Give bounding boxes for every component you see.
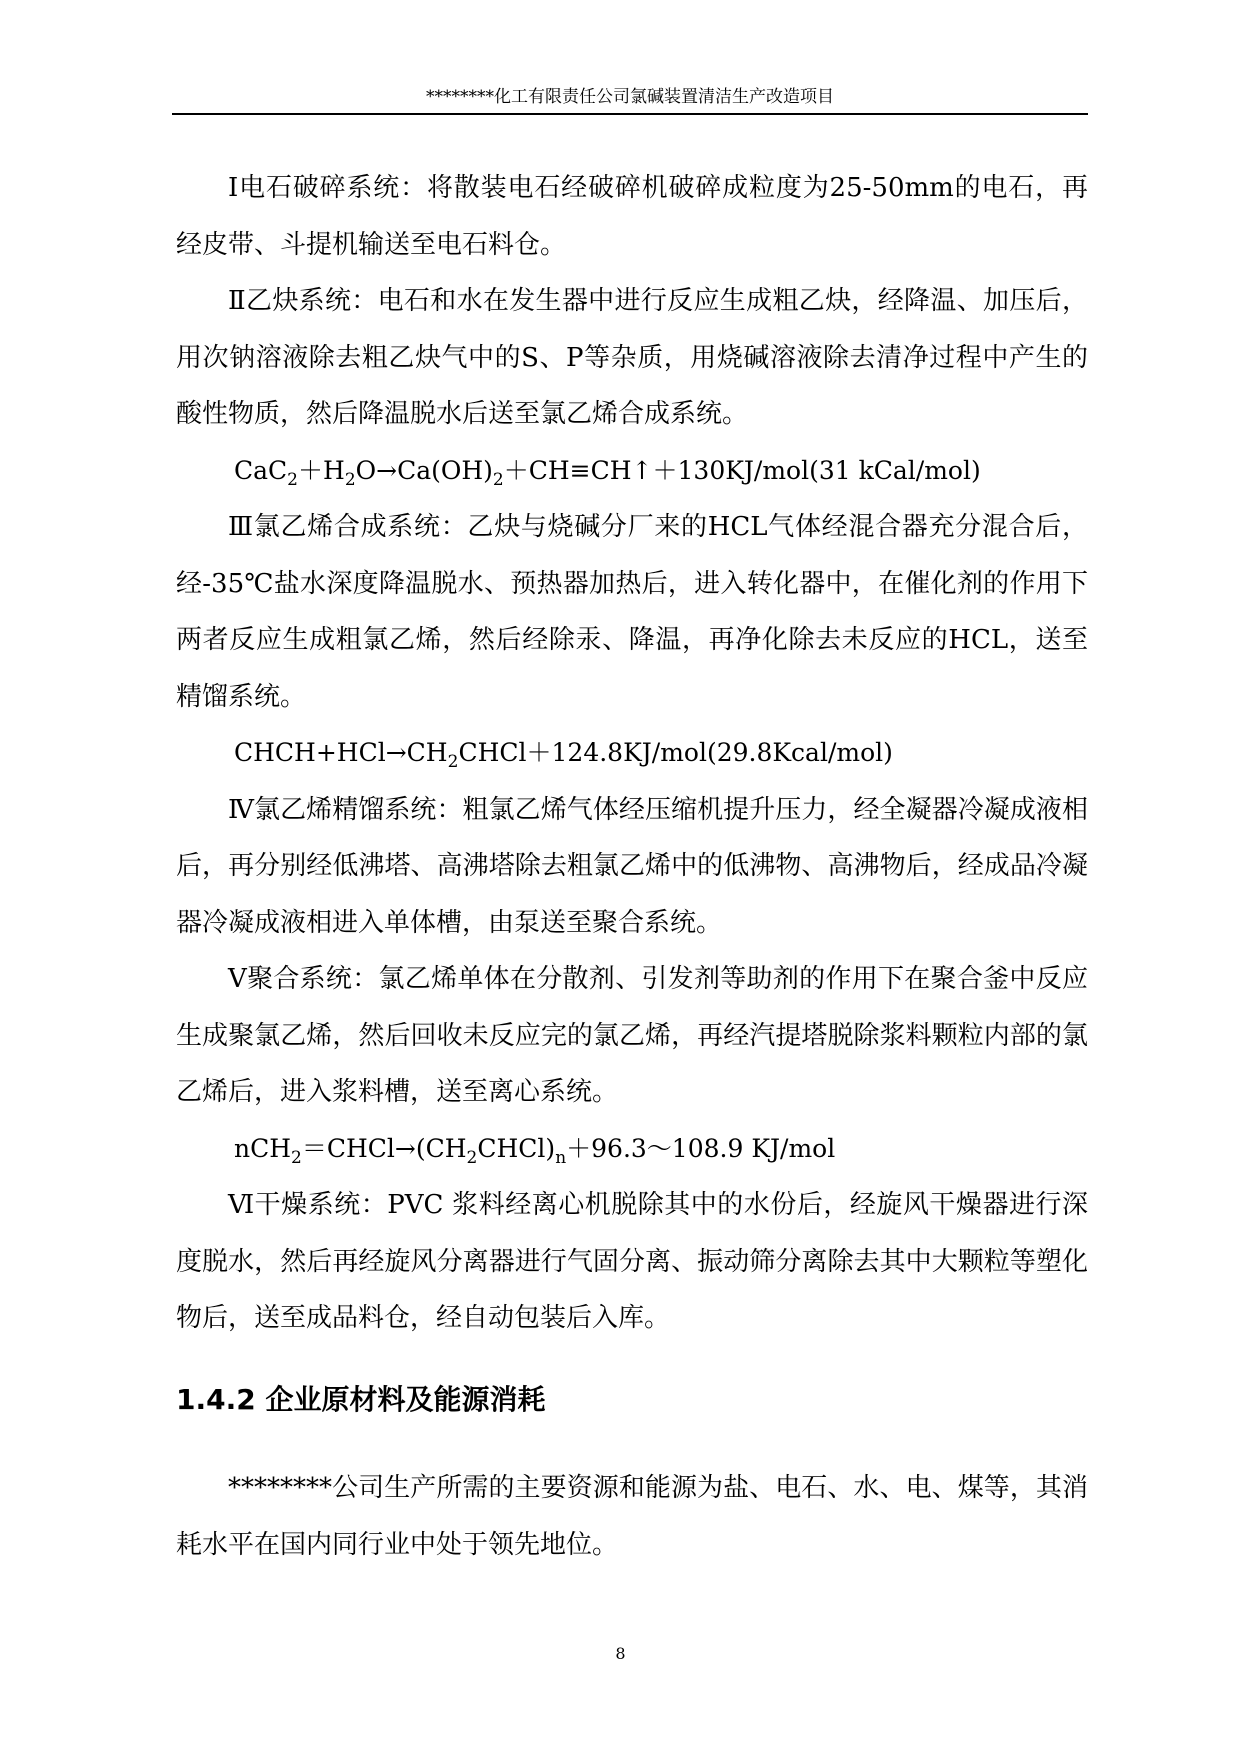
paragraph-acetylene-system: Ⅱ乙炔系统：电石和水在发生器中进行反应生成粗乙炔，经降温、加压后，用次钠溶液除去粗乙炔气中的S、P等杂质，用烧碱溶液除去清净过程中产生的酸性物质，然后降温脱水后送至氯乙烯合成系统。 [176,286,1088,429]
page-header [172,86,1088,108]
header-title: ********化工有限责任公司氯碱装置清洁生产改造项目 [426,87,834,107]
paragraph-resources-energy: ********公司生产所需的主要资源和能源为盐、电石、水、电、煤等，其消耗水平在国内同行业中处于领先地位。 [176,1473,1088,1560]
page-number: 8 [615,1644,626,1663]
formula-acetylene-reaction: $CaC_2+H_2O\to Ca(OH)_2+CH\equiv CH↑+130KJ/mol(31$ kCal/mol) [234,455,981,490]
body-text [176,160,1088,1347]
paragraph-vinyl-chloride-rectification: Ⅳ氯乙烯精馏系统：粗氯乙烯气体经压缩机提升压力，经全凝器冷凝成液相后，再分别经低沸塔、高沸塔除去粗氯乙烯中的低沸物、高沸物后，经成品冷凝器冷凝成液相进入单体槽，由泵送至聚合系统。 [176,794,1088,938]
paragraph-polymerization-system: Ⅴ聚合系统：氯乙烯单体在分散剂、引发剂等助剂的作用下在聚合釜中反应生成聚氯乙烯，然后回收未反应完的氯乙烯，再经汽提塔脱除浆料颗粒内部的氯乙烯后，进入浆料槽，送至离心系统。 [176,964,1088,1107]
paragraph-drying-system: Ⅵ干燥系统：PVC 浆料经离心机脱除其中的水份后，经旋风干燥器进行深度脱水，然后再经旋风分离器进行气固分离、振动筛分离除去其中大颗粒等塑化物后，送至成品料仓，经自动包装后入库。 [176,1190,1088,1333]
section-body [176,1460,1088,1574]
paragraph-vinyl-chloride-synthesis: Ⅲ氯乙烯合成系统：乙炔与烧碱分厂来的HCL气体经混合器充分混合后，经-35℃盐水深度降温脱水、预热器加热后，进入转化器中，在催化剂的作用下两者反应生成粗氯乙烯，然后经除汞、降温，再净化除去未反应的HCL，送至精馏系统。 [176,512,1088,712]
formula-polymerization-reaction: $nCH_2=CHCl\to(CH_2CHCl)_n+96.3\sim 108.9$ KJ/mol [234,1133,836,1168]
section-heading: 1.4.2 企业原材料及能源消耗 [176,1383,546,1416]
paragraph-calcium-carbide-crushing: Ⅰ电石破碎系统：将散装电石经破碎机破碎成粒度为25-50mm的电石，再经皮带、斗提机输送至电石料仓。 [176,173,1088,260]
formula-vinyl-chloride-reaction: $CHCH+HCl\to CH_2CHCl+124.8KJ/mol(29.8Kcal/mol)$ [234,738,893,772]
header-divider [172,113,1088,115]
